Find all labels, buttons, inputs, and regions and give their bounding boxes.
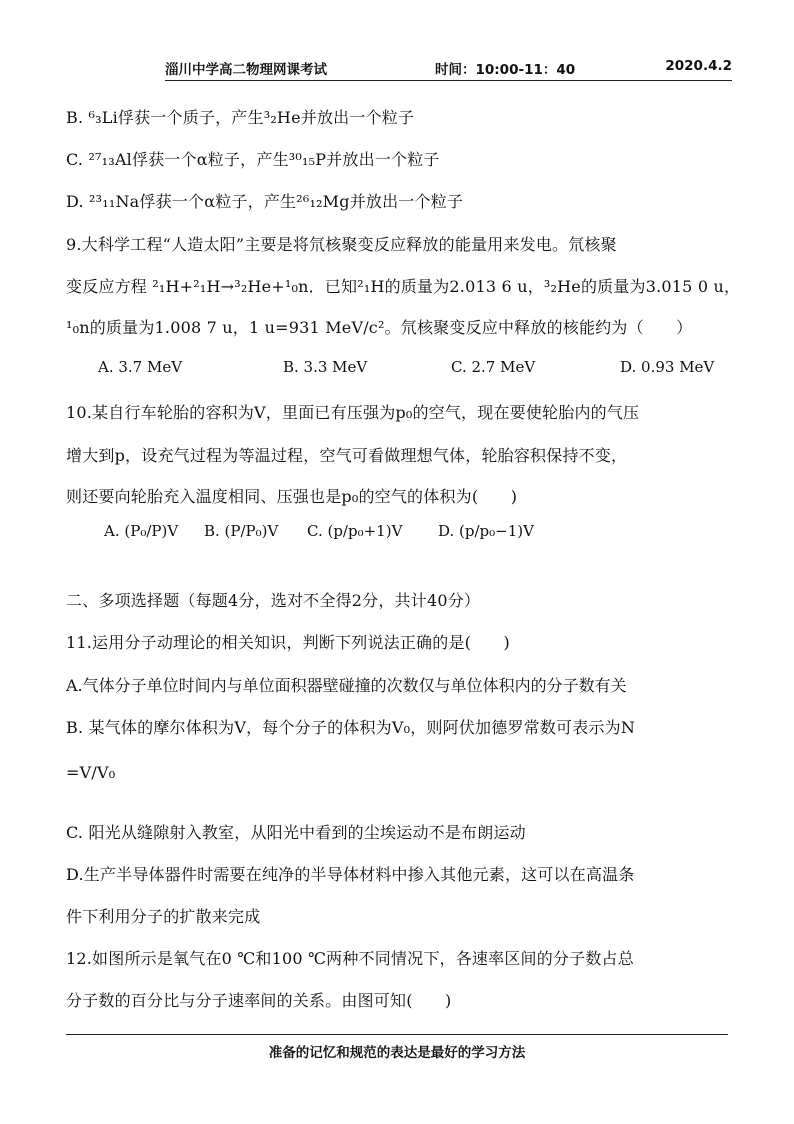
q12-stem-line1: 12.如图所示是氧气在0 ℃和100 ℃两种不同情况下，各速率区间的分子数占总 <box>66 949 634 968</box>
q11-option-c: C. 阳光从缝隙射入教室，从阳光中看到的尘埃运动不是布朗运动 <box>66 823 526 842</box>
q11-option-b-formula: =V/V₀ <box>66 763 116 782</box>
header-school: 淄川中学高二物理网课考试 <box>165 62 327 78</box>
q10-option-a: A. (P₀/P)V <box>104 522 179 540</box>
header-divider <box>165 80 732 81</box>
section-multiple-choice-heading: 二、多项选择题（每题4分，选对不全得2分，共计40分） <box>66 591 481 610</box>
q11-option-d-line1: D.生产半导体器件时需要在纯净的半导体材料中掺入其他元素，这可以在高温条 <box>66 865 635 884</box>
q11-option-a: A.气体分子单位时间内与单位面积器壁碰撞的次数仅与单位体积内的分子数有关 <box>66 676 627 695</box>
q10-stem-line2: 增大到p，设充气过程为等温过程，空气可看做理想气体，轮胎容积保持不变， <box>66 446 628 465</box>
header-date: 2020.4.2 <box>665 58 732 74</box>
q12-stem-line2: 分子数的百分比与分子速率间的关系。由图可知( ) <box>66 991 452 1010</box>
page-footer: 准备的记忆和规范的表达是最好的学习方法 <box>268 1045 526 1061</box>
footer-divider <box>66 1034 728 1035</box>
q11-option-d-line2: 件下利用分子的扩散来完成 <box>66 907 261 926</box>
page-header <box>165 58 732 78</box>
q9-option-c: C. 2.7 MeV <box>451 358 536 376</box>
q9-option-a: A. 3.7 MeV <box>98 358 183 376</box>
q8-option-d: D. ²³₁₁Na俘获一个α粒子，产生²⁶₁₂Mg并放出一个粒子 <box>66 192 464 211</box>
q8-option-b: B. ⁶₃Li俘获一个质子，产生³₂He并放出一个粒子 <box>66 108 415 127</box>
q9-option-d: D. 0.93 MeV <box>620 358 715 376</box>
q8-option-c: C. ²⁷₁₃Al俘获一个α粒子，产生³⁰₁₅P并放出一个粒子 <box>66 150 440 169</box>
q10-option-c: C. (p/p₀+1)V <box>307 522 403 540</box>
q9-option-b: B. 3.3 MeV <box>283 358 368 376</box>
q10-option-b: B. (P/P₀)V <box>204 522 279 540</box>
q9-stem-line3: ¹₀n的质量为1.008 7 u，1 u=931 MeV/c²。氘核聚变反应中释放的核能约为（ ） <box>66 318 693 337</box>
q10-stem-line3: 则还要向轮胎充入温度相同、压强也是p₀的空气的体积为( ) <box>66 487 518 506</box>
q11-stem: 11.运用分子动理论的相关知识，判断下列说法正确的是( ) <box>66 633 510 652</box>
q9-stem-line1: 9.大科学工程“人造太阳”主要是将氘核聚变反应释放的能量用来发电。氘核聚 <box>66 235 617 254</box>
q10-stem-line1: 10.某自行车轮胎的容积为V，里面已有压强为p₀的空气，现在要使轮胎内的气压 <box>66 403 640 422</box>
q9-stem-line2: 变反应方程 ²₁H+²₁H→³₂He+¹₀n．已知²₁H的质量为2.013 6 u，³₂He的质量为3.015 0 u， <box>66 277 741 296</box>
q11-option-b: B. 某气体的摩尔体积为V，每个分子的体积为V₀，则阿伏加德罗常数可表示为N <box>66 718 636 737</box>
header-time: 时间：10:00-11：40 <box>435 62 576 78</box>
q10-option-d: D. (p/p₀−1)V <box>438 522 534 540</box>
